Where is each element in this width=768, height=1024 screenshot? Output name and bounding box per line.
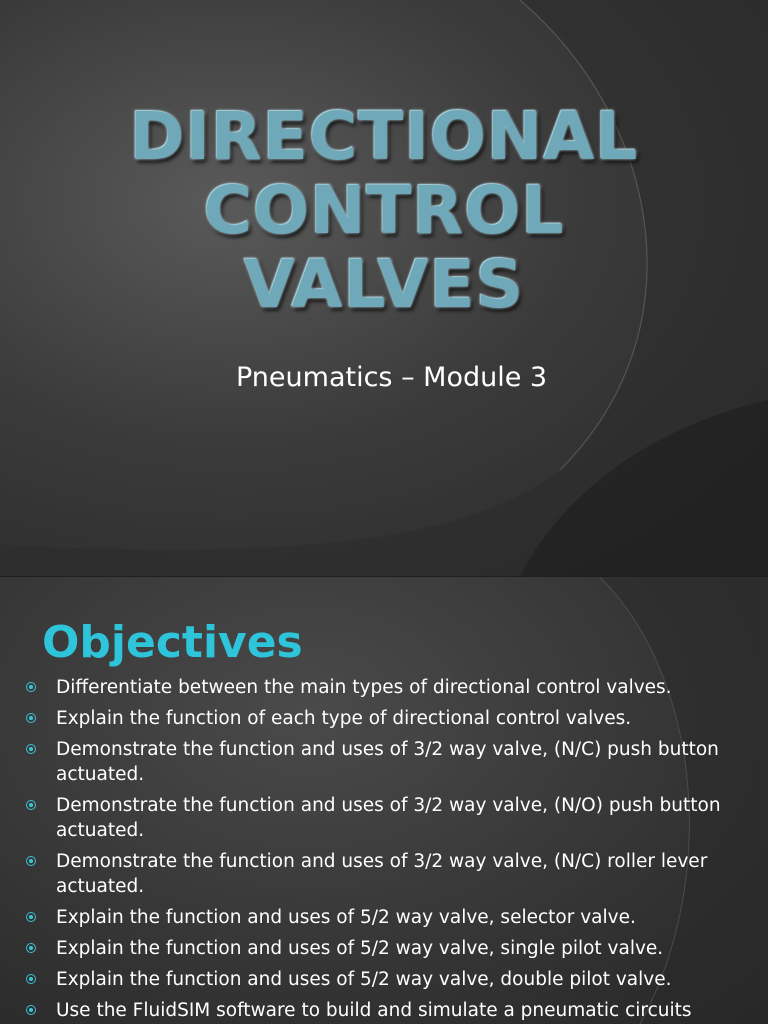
objectives-heading: Objectives	[42, 617, 303, 668]
circled-dot-bullet-icon	[26, 912, 36, 922]
title-line-3: VALVES	[243, 246, 525, 323]
objective-item	[24, 967, 764, 992]
objective-item	[24, 998, 764, 1023]
objective-item	[24, 737, 764, 787]
objective-text: Explain the function and uses of 5/2 way valve, double pilot valve.	[56, 969, 672, 990]
circled-dot-bullet-icon	[26, 682, 36, 692]
circled-dot-bullet-icon	[26, 856, 36, 866]
objective-item	[24, 905, 764, 930]
title-line-1: DIRECTIONAL	[129, 98, 639, 175]
slide-title	[0, 100, 768, 322]
circled-dot-bullet-icon	[26, 744, 36, 754]
objective-text: Demonstrate the function and uses of 3/2 way valve, (N/C) push button actuated.	[56, 739, 719, 785]
objective-text: Use the FluidSIM software to build and simulate a pneumatic circuits	[56, 1000, 692, 1021]
objective-text: Explain the function and uses of 5/2 way valve, selector valve.	[56, 907, 636, 928]
objective-text: Demonstrate the function and uses of 3/2 way valve, (N/O) push button actuated.	[56, 795, 721, 841]
title-line-2: CONTROL	[203, 172, 565, 249]
circled-dot-bullet-icon	[26, 1005, 36, 1015]
objective-item	[24, 793, 764, 843]
circled-dot-bullet-icon	[26, 943, 36, 953]
circled-dot-bullet-icon	[26, 800, 36, 810]
objectives-list	[24, 675, 764, 1024]
objective-item	[24, 706, 764, 731]
objective-text: Explain the function of each type of directional control valves.	[56, 708, 632, 729]
objective-text: Demonstrate the function and uses of 3/2 way valve, (N/C) roller lever actuated.	[56, 851, 708, 897]
objective-item	[24, 936, 764, 961]
circled-dot-bullet-icon	[26, 713, 36, 723]
circled-dot-bullet-icon	[26, 974, 36, 984]
objective-text: Differentiate between the main types of directional control valves.	[56, 677, 672, 698]
objective-item	[24, 849, 764, 899]
objective-item	[24, 675, 764, 700]
objective-text: Explain the function and uses of 5/2 way valve, single pilot valve.	[56, 938, 664, 959]
slide-subtitle: Pneumatics – Module 3	[236, 362, 548, 393]
objectives-slide	[0, 577, 768, 1024]
